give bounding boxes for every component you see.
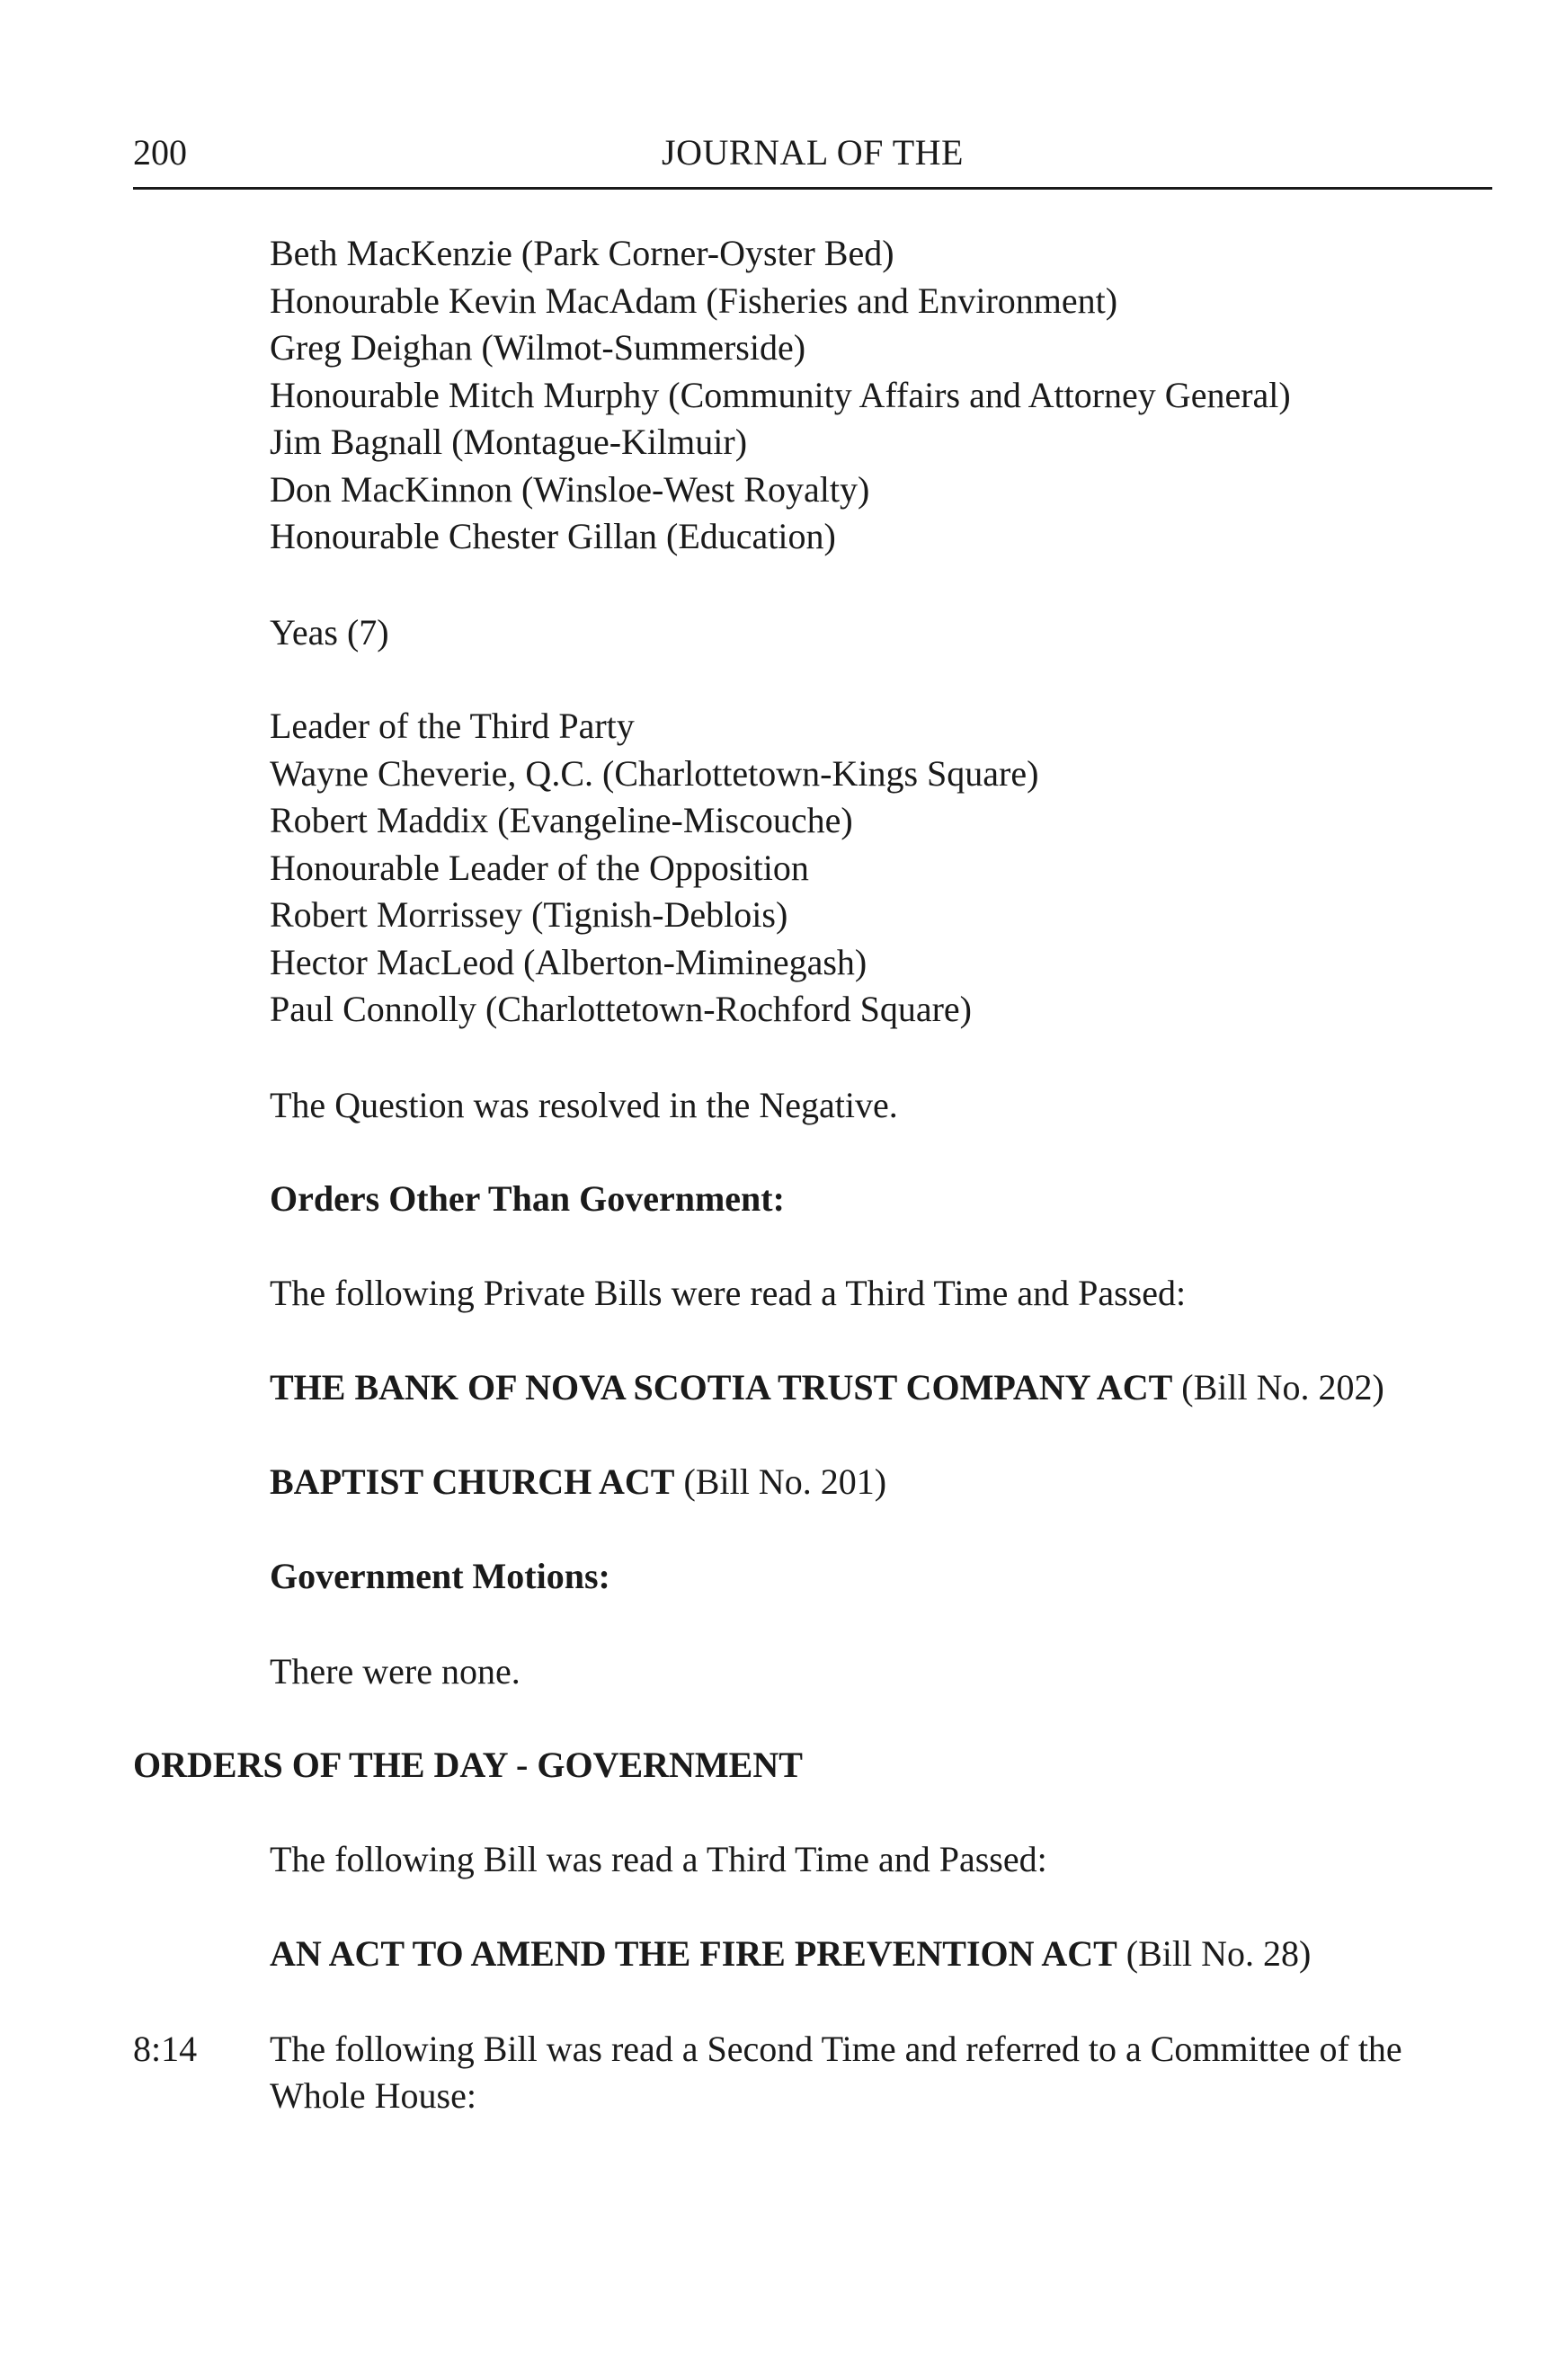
bill-28-entry	[270, 1931, 1510, 1978]
list-item: Jim Bagnall (Montague-Kilmuir)	[270, 422, 748, 462]
bill-title: AN ACT TO AMEND THE FIRE PREVENTION ACT	[270, 1933, 1117, 1974]
list-item: Paul Connolly (Charlottetown-Rochford Square)	[270, 989, 972, 1029]
question-result	[270, 1082, 1510, 1130]
header-rule	[133, 187, 1492, 190]
orders-government-intro	[270, 1836, 1510, 1884]
list-item: Don MacKinnon (Winsloe-West Royalty)	[270, 468, 870, 510]
bill-number: (Bill No. 201)	[683, 1461, 887, 1502]
yeas-name-list	[270, 230, 1510, 561]
intro-text: The following Bill was read a Third Time and Passed:	[270, 1839, 1047, 1879]
page-header	[133, 131, 1492, 185]
orders-government-heading: ORDERS OF THE DAY - GOVERNMENT	[133, 1745, 803, 1785]
list-item: Leader of the Third Party	[270, 706, 635, 746]
bill-title: THE BANK OF NOVA SCOTIA TRUST COMPANY ACT	[270, 1367, 1173, 1408]
list-item: Honourable Leader of the Opposition	[270, 847, 809, 888]
entry-line: The following Bill was read a Second Time and referred to a Committee of the	[270, 2029, 1402, 2069]
bill-title: BAPTIST CHURCH ACT	[270, 1461, 675, 1502]
list-item: Beth MacKenzie (Park Corner-Oyster Bed)	[270, 233, 894, 273]
intro-text: The following Private Bills were read a Third Time and Passed:	[270, 1273, 1187, 1313]
bill-201-entry	[270, 1459, 1510, 1506]
bill-202-entry	[270, 1364, 1510, 1412]
government-motions-heading	[270, 1553, 1510, 1601]
yeas-label: Yeas (7)	[270, 612, 389, 653]
result-text: The Question was resolved in the Negative.	[270, 1085, 898, 1125]
orders-other-intro	[270, 1270, 1510, 1318]
orders-other-heading	[270, 1176, 1510, 1223]
list-item: Wayne Cheverie, Q.C. (Charlottetown-Kings Square)	[270, 752, 1039, 794]
entry-line: Whole House:	[270, 2075, 476, 2116]
section-heading: Orders Other Than Government:	[270, 1178, 785, 1219]
list-item: Robert Maddix (Evangeline-Miscouche)	[270, 800, 853, 840]
page-number: 200	[133, 132, 187, 173]
body-text: There were none.	[270, 1651, 520, 1692]
bill-number: (Bill No. 28)	[1125, 1933, 1312, 1974]
time-stamp: 8:14	[133, 2029, 198, 2069]
list-item: Greg Deighan (Wilmot-Summerside)	[270, 327, 806, 368]
other-name-list	[270, 703, 1510, 1034]
entry-text	[270, 2026, 1501, 2119]
list-item: Hector MacLeod (Alberton-Miminegash)	[270, 941, 867, 982]
list-item: Honourable Mitch Murphy (Community Affairs and Attorney General)	[270, 374, 1291, 415]
yeas-count	[270, 609, 1510, 657]
list-item: Honourable Chester Gillan (Education)	[270, 516, 836, 556]
list-item: Robert Morrissey (Tignish-Deblois)	[270, 894, 788, 935]
running-title: JOURNAL OF THE	[662, 132, 964, 173]
government-motions-text	[270, 1648, 1510, 1696]
list-item: Honourable Kevin MacAdam (Fisheries and Environment)	[270, 280, 1118, 321]
bill-number: (Bill No. 202)	[1181, 1367, 1384, 1408]
section-heading: Government Motions:	[270, 1556, 610, 1596]
